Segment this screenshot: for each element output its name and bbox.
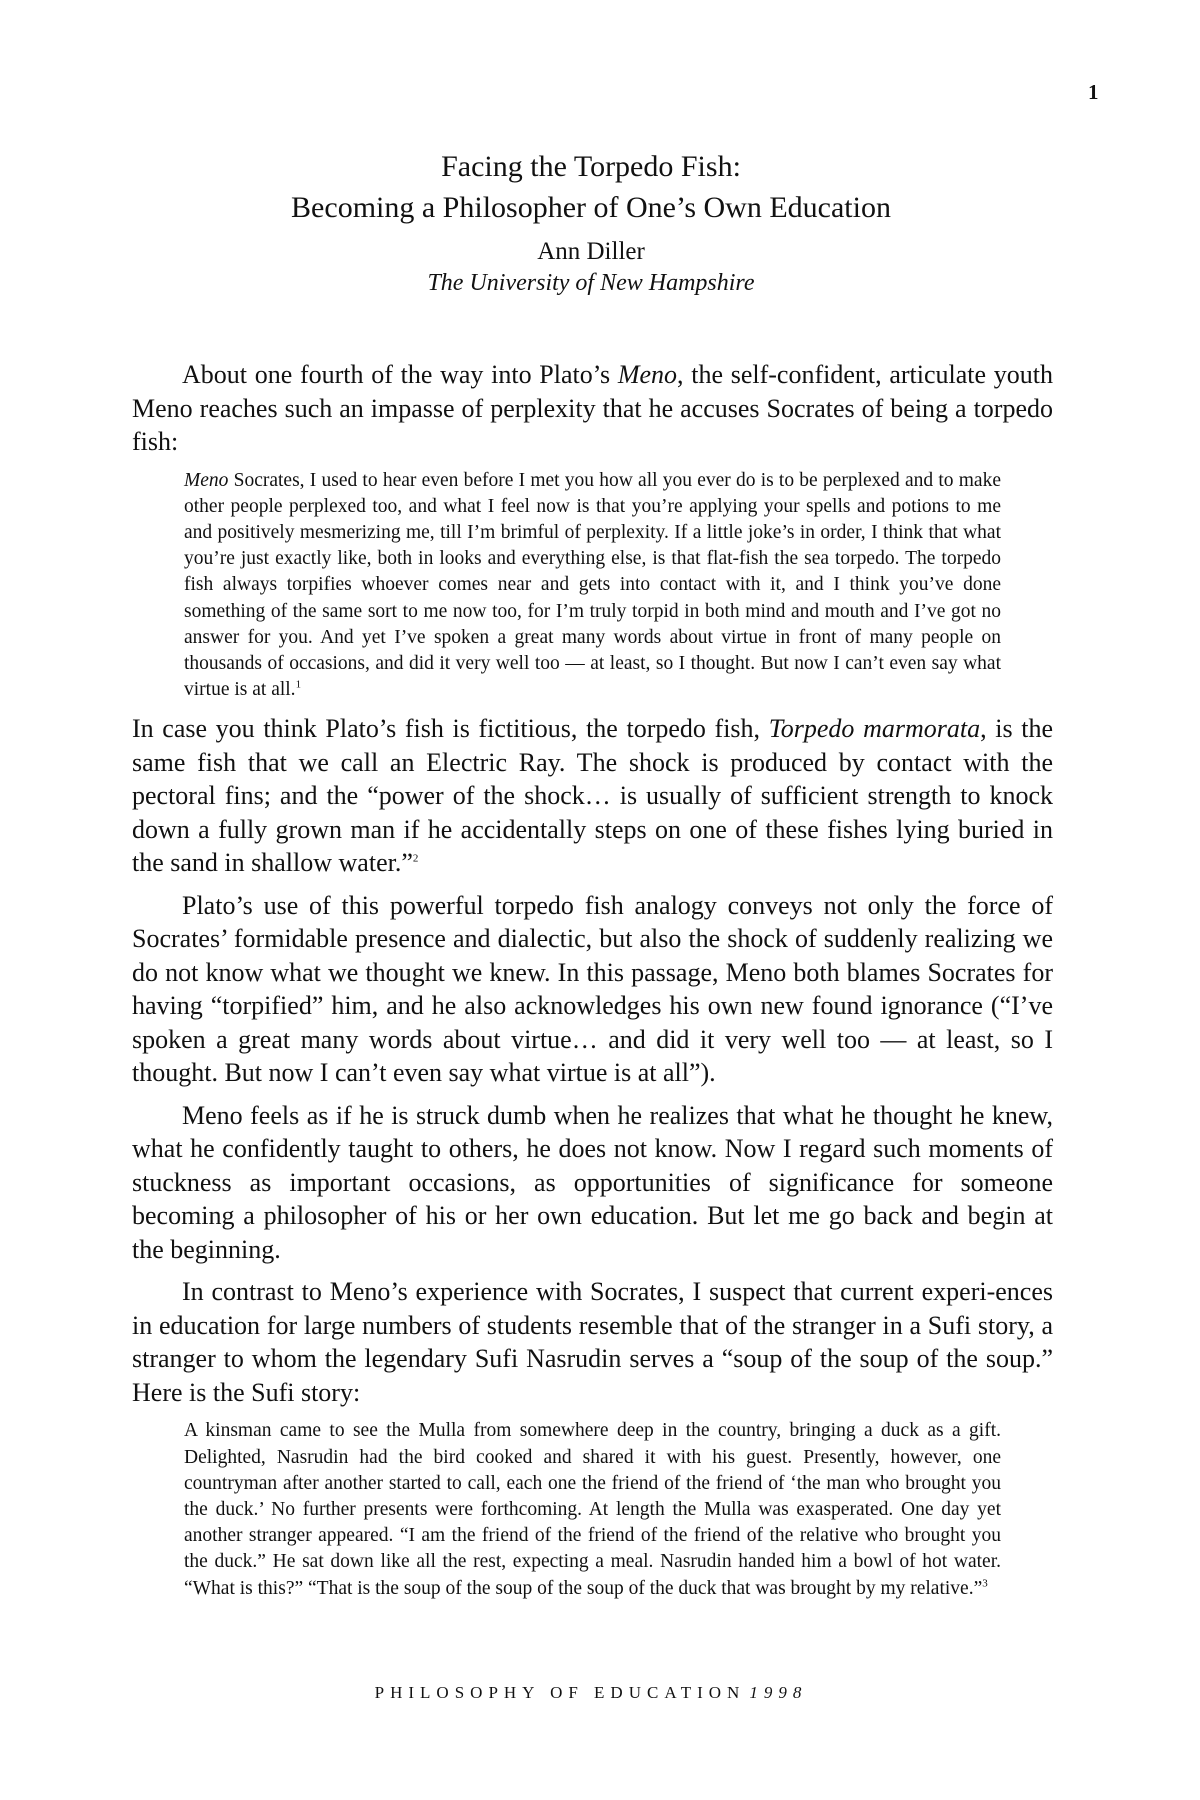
- paragraph-2-text-a: In case you think Plato’s fish is fictitious, the torpedo fish,: [132, 714, 769, 744]
- footnote-ref-3: 3: [982, 1577, 988, 1590]
- species-name: Torpedo marmorata: [768, 714, 981, 744]
- journal-name: PHILOSOPHY OF EDUCATION: [374, 1683, 746, 1702]
- block-quote-meno: [184, 468, 1001, 704]
- paragraph-1: [132, 358, 1053, 459]
- page-footer: [0, 1683, 1182, 1703]
- author-name: Ann Diller: [537, 238, 645, 265]
- paragraph-3: Plato’s use of this powerful torpedo fish analogy conveys not only the force of Socrates’ formidable presence and dialectic, but also the shock of suddenly realizing we do not know what we thought we knew. In this passage, Meno both blames Socrates for having “torpified” him, and he also acknowledges his own new found ignorance (“I’ve spoken a great many words about virtue… and did it very well too — at least, so I thought. But now I can’t even say what virtue is at all”).: [132, 890, 1053, 1088]
- title-block: [0, 146, 1182, 298]
- page-number: 1: [1088, 80, 1099, 104]
- book-title-meno: Meno: [617, 360, 678, 389]
- article-title-line-2: Becoming a Philosopher of One’s Own Education: [291, 191, 891, 224]
- footnote-ref-1: 1: [295, 678, 302, 691]
- article-body: [132, 358, 1053, 1611]
- block-quote-sufi: [184, 1418, 1001, 1601]
- author-affiliation: The University of New Hampshire: [427, 270, 755, 296]
- paragraph-2-text-b: , is the same fish that we call an Electric Ray. The shock is produced by contact with the pectoral fins; and the “power of the shock… is usually of sufficient strength to knock down a fully grown man if he accidentally steps on one of these fishes lying buried in the sand in shallow water.”: [132, 714, 1053, 878]
- paragraph-1-text-b: , the self-confident, articulate youth Meno reaches such an impasse of perplexity that he accuses Socrates of being a torpedo fish:: [132, 360, 1053, 456]
- quote-sufi-text: A kinsman came to see the Mulla from somewhere deep in the country, bringing a duck as a gift. Delighted, Nasrudin had the bird cooked and shared it with his guest. Presently, however, one countryman after another started to call, each one the friend of the friend of ‘the man who brought you the duck.’ No further presents were forthcoming. At length the Mulla was exasperated. One day yet another stranger appeared. “I am the friend of the friend of the friend of the relative who brought you the duck.” He sat down like all the rest, expecting a meal. Nasrudin handed him a bowl of hot water. “What is this?” “That is the soup of the soup of the soup of the duck that was brought by my relative.”: [184, 1420, 1001, 1599]
- paragraph-1-text-a: About one fourth of the way into Plato’s: [182, 360, 618, 389]
- paragraph-5: In contrast to Meno’s experience with Socrates, I suspect that current experi-ences in education for large numbers of students resemble that of the stranger in a Sufi story, a stranger to whom the legendary Sufi Nasrudin serves a “soup of the soup of the soup.” Here is the Sufi story:: [132, 1277, 1053, 1407]
- paragraph-4: Meno feels as if he is struck dumb when he realizes that what he thought he knew, what he confidently taught to others, he does not know. Now I regard such moments of stuckness as important occasions, as opportunities of significance for someone becoming a philosopher of his or her own education. But let me go back and begin at the beginning.: [132, 1100, 1053, 1264]
- footnote-ref-2: 2: [412, 852, 419, 865]
- paragraph-2: [132, 712, 1053, 880]
- quote-meno-text: Socrates, I used to hear even before I met you how all you ever do is to be perplexed and to make other people perplexed too, and what I feel now is that you’re applying your spells and potions to me and positively mesmerizing me, till I’m brimful of perplexity. If a little joke’s in order, I think that what you’re just exactly like, both in looks and everything else, is that flat-fish the sea torpedo. The torpedo fish always torpifies whoever comes near and gets into contact with it, and I think you’ve done something of the same sort to me now too, for I’m truly torpid in both mind and mouth and I’ve got no answer for you. And yet I’ve spoken a great many words about virtue in front of many people on thousands of occasions, and did it very well too — at least, so I thought. But now I can’t even say what virtue is at all.: [184, 469, 1001, 701]
- journal-year: 1998: [749, 1683, 808, 1702]
- article-title-line-1: Facing the Torpedo Fish:: [441, 150, 741, 183]
- quote-speaker: Meno: [184, 469, 229, 491]
